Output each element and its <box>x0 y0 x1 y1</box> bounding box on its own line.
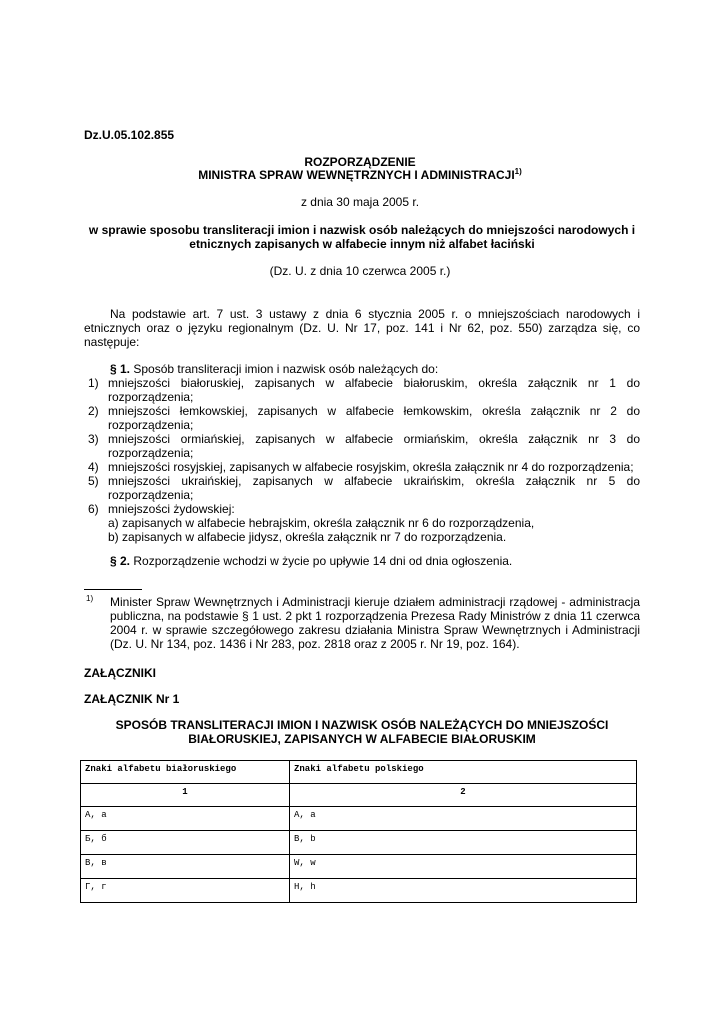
annexes-heading: ZAŁĄCZNIKI <box>84 666 156 680</box>
transliteration-table <box>80 760 637 903</box>
issuer-text: MINISTRA SPRAW WEWNĘTRZNYCH I ADMINISTRACJI <box>198 168 515 182</box>
column-number: 2 <box>290 784 637 807</box>
belarusian-letter-cell: А, а <box>81 807 290 831</box>
preamble: Na podstawie art. 7 ust. 3 ustawy z dnia 6 stycznia 2005 r. o mniejszościach narodowych i etnicznych oraz o języku regionalnym (Dz. U. Nr 17, poz. 141 i Nr 62, poz. 550) zarządza się, co następuje: <box>84 307 640 349</box>
journal-reference: Dz.U.05.102.855 <box>84 128 175 142</box>
polish-letter-cell: H, h <box>290 879 637 903</box>
regulation-issuer <box>60 168 660 182</box>
item-number: 5) <box>88 474 99 488</box>
sub-list <box>108 516 640 544</box>
polish-letter-cell: B, b <box>290 831 637 855</box>
table-row <box>81 831 637 855</box>
sub-item-text: zapisanych w alfabecie jidysz, określa załącznik nr 7 do rozporządzenia. <box>122 530 507 544</box>
item-number: 3) <box>88 432 99 446</box>
column-header-polish: Znaki alfabetu polskiego <box>290 761 637 784</box>
footnote-text: Minister Spraw Wewnętrznych i Administracji kieruje działem administracji rządowej - administracja publiczna, na podstawie § 1 ust. 2 pkt 1 rozporządzenia Prezesa Rady Ministrów z dnia 11 czerwca 2004 r. w sprawie szczegółowego zakresu działania Ministra Spraw Wewnętrznych i Administracji (Dz. U. Nr 134, poz. 1436 i Nr 283, poz. 2818 oraz z 2005 r. Nr 19, poz. 164). <box>110 595 640 651</box>
section-2-mark: § 2. <box>110 554 131 568</box>
section-1-text: Sposób transliteracji imion i nazwisk osób należących do: <box>130 362 439 376</box>
table-header-row <box>81 761 637 784</box>
list-item <box>84 404 640 432</box>
regulation-subject: w sprawie sposobu transliteracji imion i nazwisk osób należących do mniejszości narodowych i etnicznych zapisanych w alfabecie innym niż alfabet łaciński <box>88 223 636 251</box>
list-item <box>84 474 640 502</box>
section-1-mark: § 1. <box>110 362 131 376</box>
table-row <box>81 807 637 831</box>
item-text: mniejszości rosyjskiej, zapisanych w alfabecie rosyjskim, określa załącznik nr 4 do rozporządzenia; <box>108 460 634 474</box>
item-text: mniejszości łemkowskiej, zapisanych w alfabecie łemkowskim, określa załącznik nr 2 do rozporządzenia; <box>108 404 640 432</box>
item-number: 1) <box>88 376 99 390</box>
sub-item-letter: b) <box>108 530 119 544</box>
table-column-numbers-row <box>81 784 637 807</box>
sub-item-letter: a) <box>108 516 119 530</box>
list-item <box>84 376 640 404</box>
column-number: 1 <box>81 784 290 807</box>
footnote-mark: 1) <box>86 594 94 603</box>
annex-1-heading: ZAŁĄCZNIK Nr 1 <box>84 692 180 706</box>
table-row <box>81 855 637 879</box>
regulation-date: z dnia 30 maja 2005 r. <box>300 195 420 209</box>
sub-item-text: zapisanych w alfabecie hebrajskim, określa załącznik nr 6 do rozporządzenia, <box>122 516 535 530</box>
footnote-separator <box>84 589 142 590</box>
item-number: 4) <box>88 460 99 474</box>
item-number: 2) <box>88 404 99 418</box>
belarusian-letter-cell: В, в <box>81 855 290 879</box>
belarusian-letter-cell: Г, г <box>81 879 290 903</box>
item-text: mniejszości żydowskiej: <box>108 502 235 516</box>
list-item <box>84 460 640 474</box>
publication-note: (Dz. U. z dnia 10 czerwca 2005 r.) <box>269 264 451 278</box>
polish-letter-cell: W, w <box>290 855 637 879</box>
annex-1-title: SPOSÓB TRANSLITERACJI IMION I NAZWISK OSÓB NALEŻĄCYCH DO MNIEJSZOŚCI BIAŁORUSKIEJ, ZAPISANYCH W ALFABECIE BIAŁORUSKIM <box>115 718 609 746</box>
table-row <box>81 879 637 903</box>
item-text: mniejszości ukraińskiej, zapisanych w alfabecie ukraińskim, określa załącznik nr 5 do rozporządzenia; <box>108 474 640 502</box>
list-item <box>84 432 640 460</box>
column-header-belarusian: Znaki alfabetu białoruskiego <box>81 761 290 784</box>
item-number: 6) <box>88 502 99 516</box>
sub-list-item <box>108 516 640 530</box>
belarusian-letter-cell: Б, б <box>81 831 290 855</box>
sub-list-item <box>108 530 640 544</box>
regulation-title: ROZPORZĄDZENIE <box>304 155 416 169</box>
section-1-list <box>84 376 640 544</box>
item-text: mniejszości ormiańskiej, zapisanych w alfabecie ormiańskim, określa załącznik nr 3 do rozporządzenia; <box>108 432 640 460</box>
section-2 <box>110 554 640 568</box>
section-2-text: Rozporządzenie wchodzi w życie po upływie 14 dni od dnia ogłoszenia. <box>130 554 513 568</box>
section-1 <box>110 362 640 376</box>
polish-letter-cell: A, a <box>290 807 637 831</box>
list-item <box>84 502 640 544</box>
title-footnote-mark: 1) <box>514 167 522 176</box>
item-text: mniejszości białoruskiej, zapisanych w alfabecie białoruskim, określa załącznik nr 1 do rozporządzenia; <box>108 376 640 404</box>
